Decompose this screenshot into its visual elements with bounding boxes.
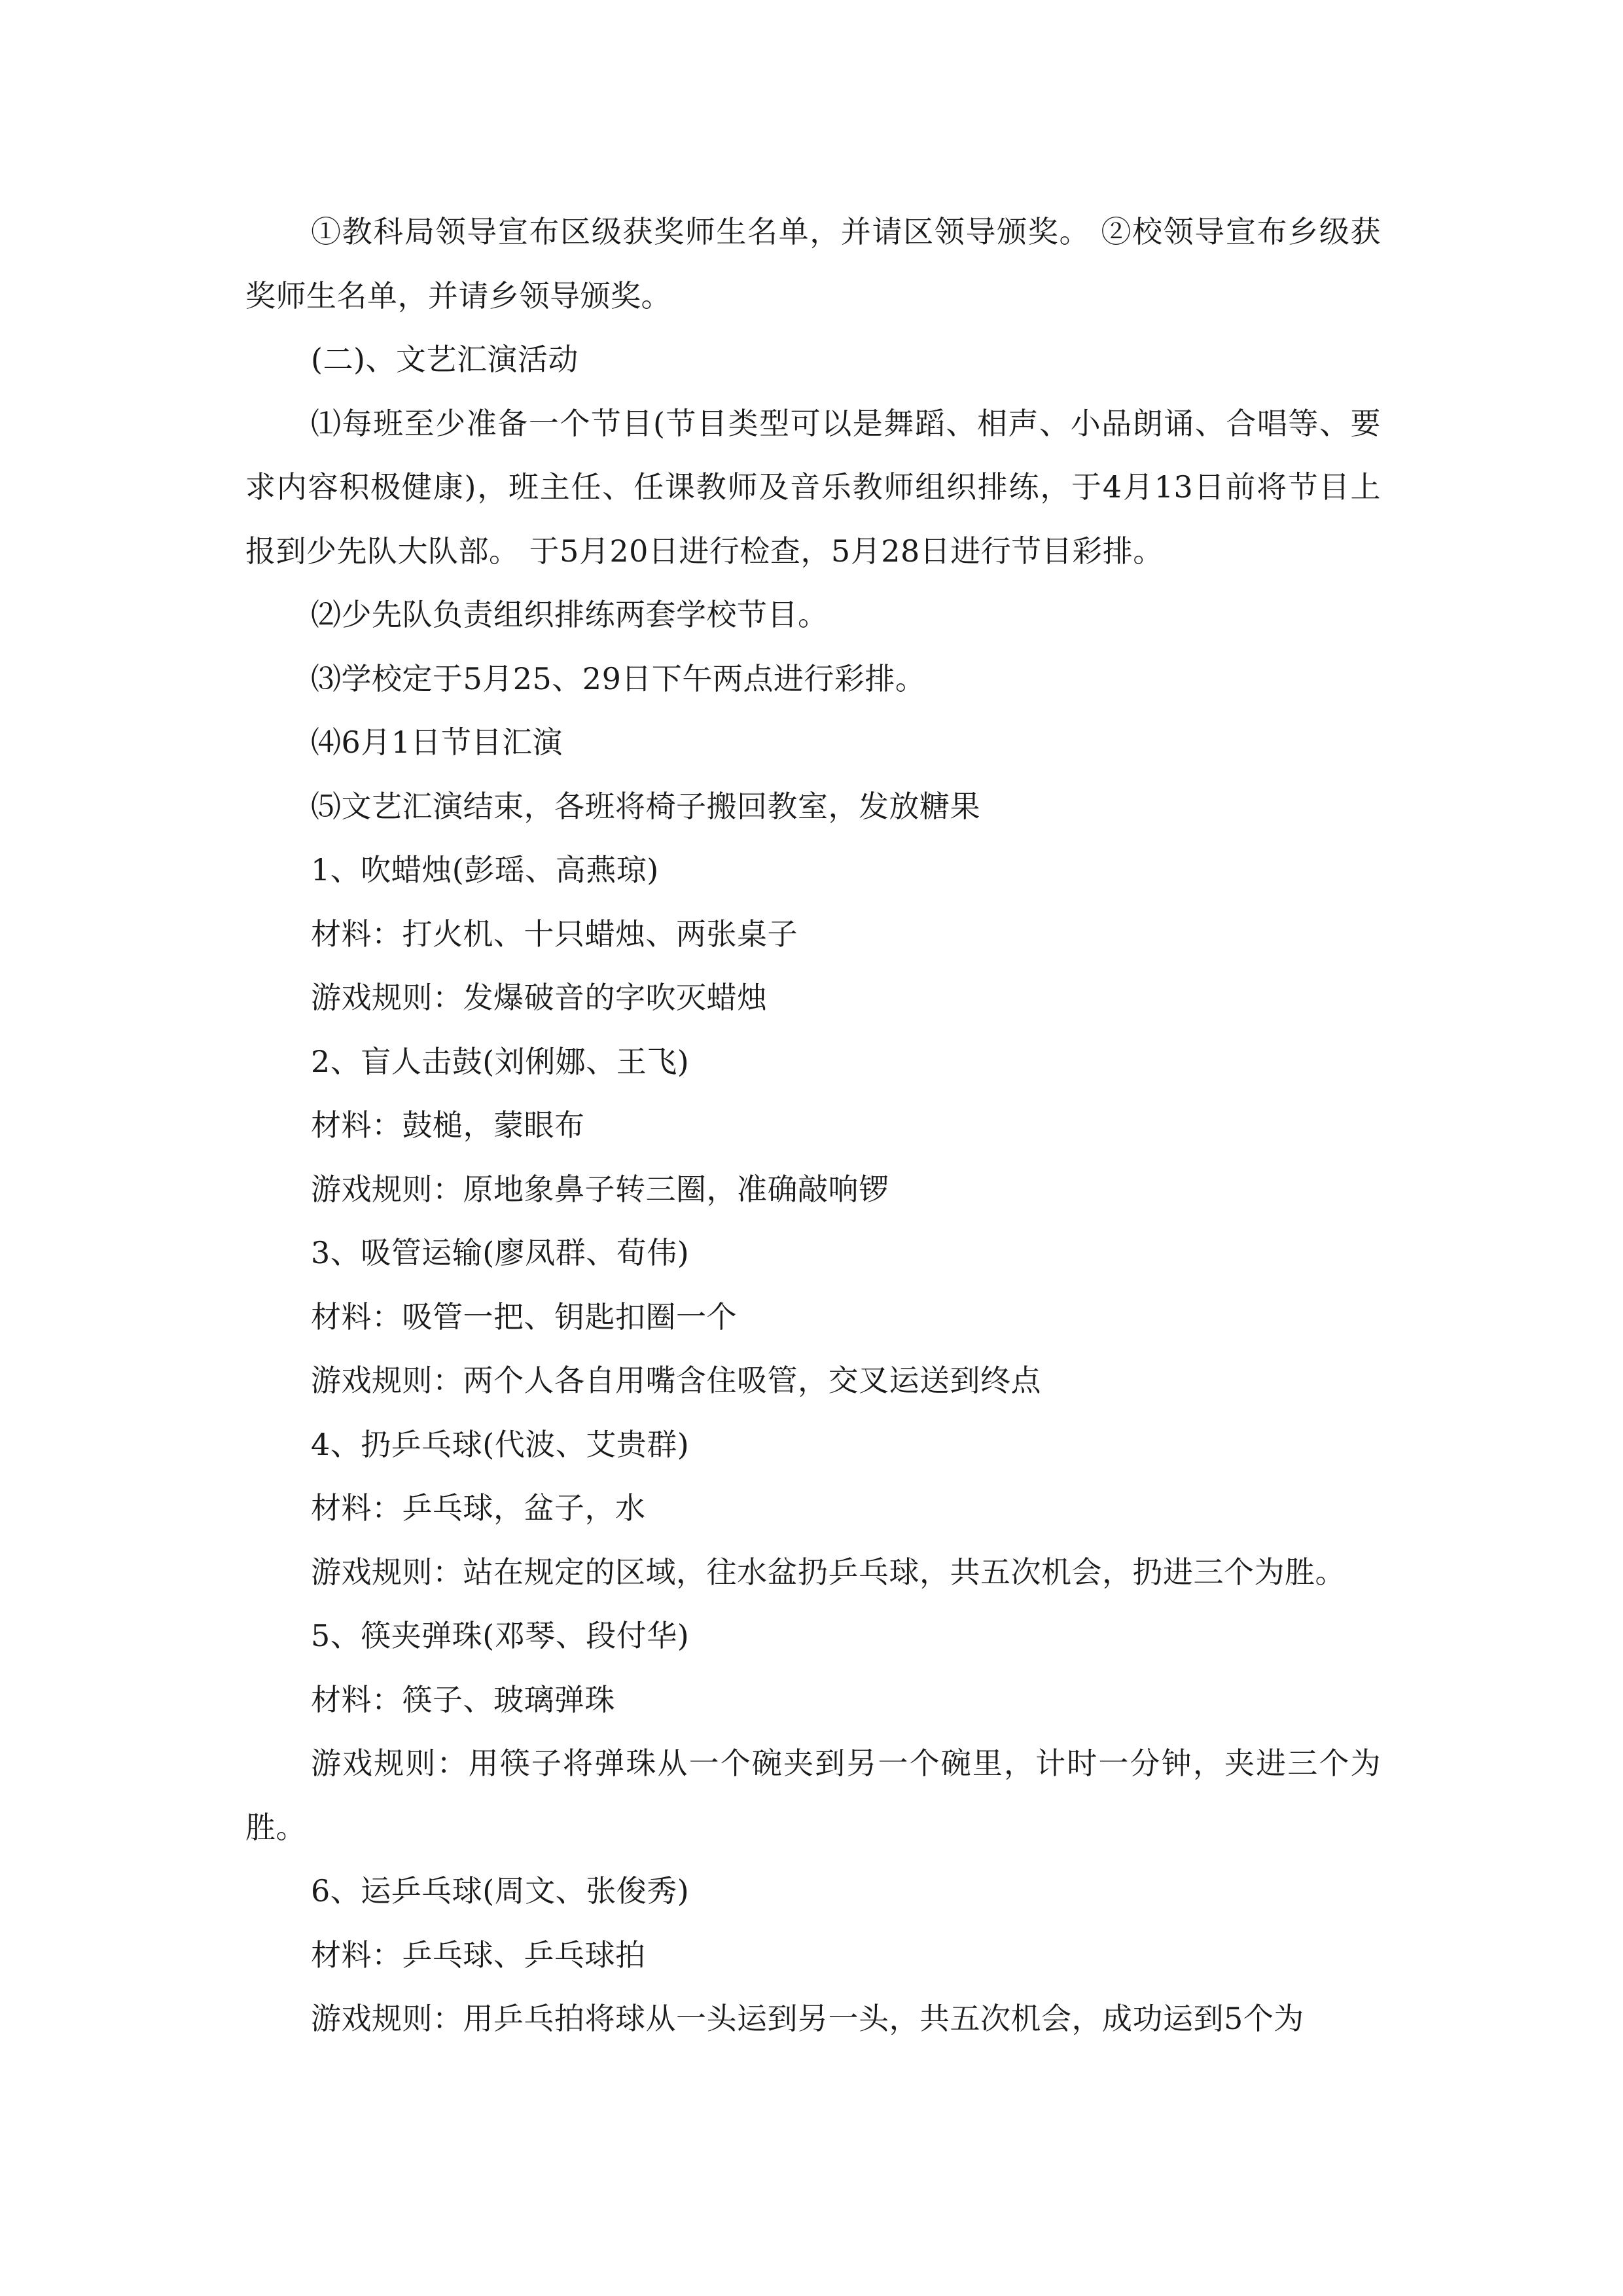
game-rules: 游戏规则：原地象鼻子转三圈，准确敲响锣 (311, 1171, 889, 1207)
paragraph: ⑵少先队负责组织排练两套学校节目。 (311, 597, 829, 632)
game-materials: 材料：乒乓球、乒乓球拍 (311, 1937, 646, 1973)
game-title: 3、吸管运输(廖凤群、荀伟) (311, 1235, 690, 1270)
game-materials: 材料：鼓槌，蒙眼布 (311, 1107, 585, 1143)
game-title: 1、吹蜡烛(彭瑶、高燕琼) (311, 852, 659, 888)
document-body (245, 200, 1381, 2051)
paragraph: ①教科局领导宣布区级获奖师生名单，并请区领导颁奖。 ②校领导宣布乡级获奖师生名单，并请乡领导颁奖。 (245, 214, 1381, 314)
game-title: 5、筷夹弹珠(邓琴、段付华) (311, 1618, 690, 1653)
game-title: 2、盲人击鼓(刘俐娜、王飞) (311, 1043, 690, 1079)
game-rules: 游戏规则：发爆破音的字吹灭蜡烛 (311, 980, 768, 1015)
paragraph: ⑸文艺汇演结束，各班将椅子搬回教室，发放糖果 (311, 788, 980, 824)
game-materials: 材料：乒乓球，盆子，水 (311, 1490, 646, 1526)
game-rules: 游戏规则：站在规定的区域，往水盆扔乒乓球，共五次机会，扔进三个为胜。 (311, 1554, 1346, 1590)
game-title: 4、扔乒乓球(代波、艾贵群) (311, 1426, 690, 1462)
game-materials: 材料：筷子、玻璃弹珠 (311, 1681, 615, 1717)
game-rules: 游戏规则：用乒乓拍将球从一头运到另一头，共五次机会，成功运到5个为 (311, 2001, 1304, 2036)
paragraph: ⑷6月1日节目汇演 (311, 725, 563, 760)
game-materials: 材料：吸管一把、钥匙扣圈一个 (311, 1299, 737, 1335)
game-title: 6、运乒乓球(周文、张俊秀) (311, 1873, 690, 1909)
paragraph: ⑶学校定于5月25、29日下午两点进行彩排。 (311, 660, 926, 696)
section-heading: (二)、文艺汇演活动 (311, 342, 579, 377)
game-rules: 游戏规则：用筷子将弹珠从一个碗夹到另一个碗里，计时一分钟，夹进三个为胜。 (245, 1746, 1381, 1845)
game-materials: 材料：打火机、十只蜡烛、两张桌子 (311, 916, 798, 952)
paragraph: ⑴每班至少准备一个节目(节目类型可以是舞蹈、相声、小品朗诵、合唱等、要求内容积极健康)，班主任、任课教师及音乐教师组织排练，于4月13日前将节目上报到少先队大队部。 于5月20日进行检查，5月28日进行节目彩排。 (245, 405, 1381, 569)
game-rules: 游戏规则：两个人各自用嘴含住吸管，交叉运送到终点 (311, 1363, 1041, 1398)
